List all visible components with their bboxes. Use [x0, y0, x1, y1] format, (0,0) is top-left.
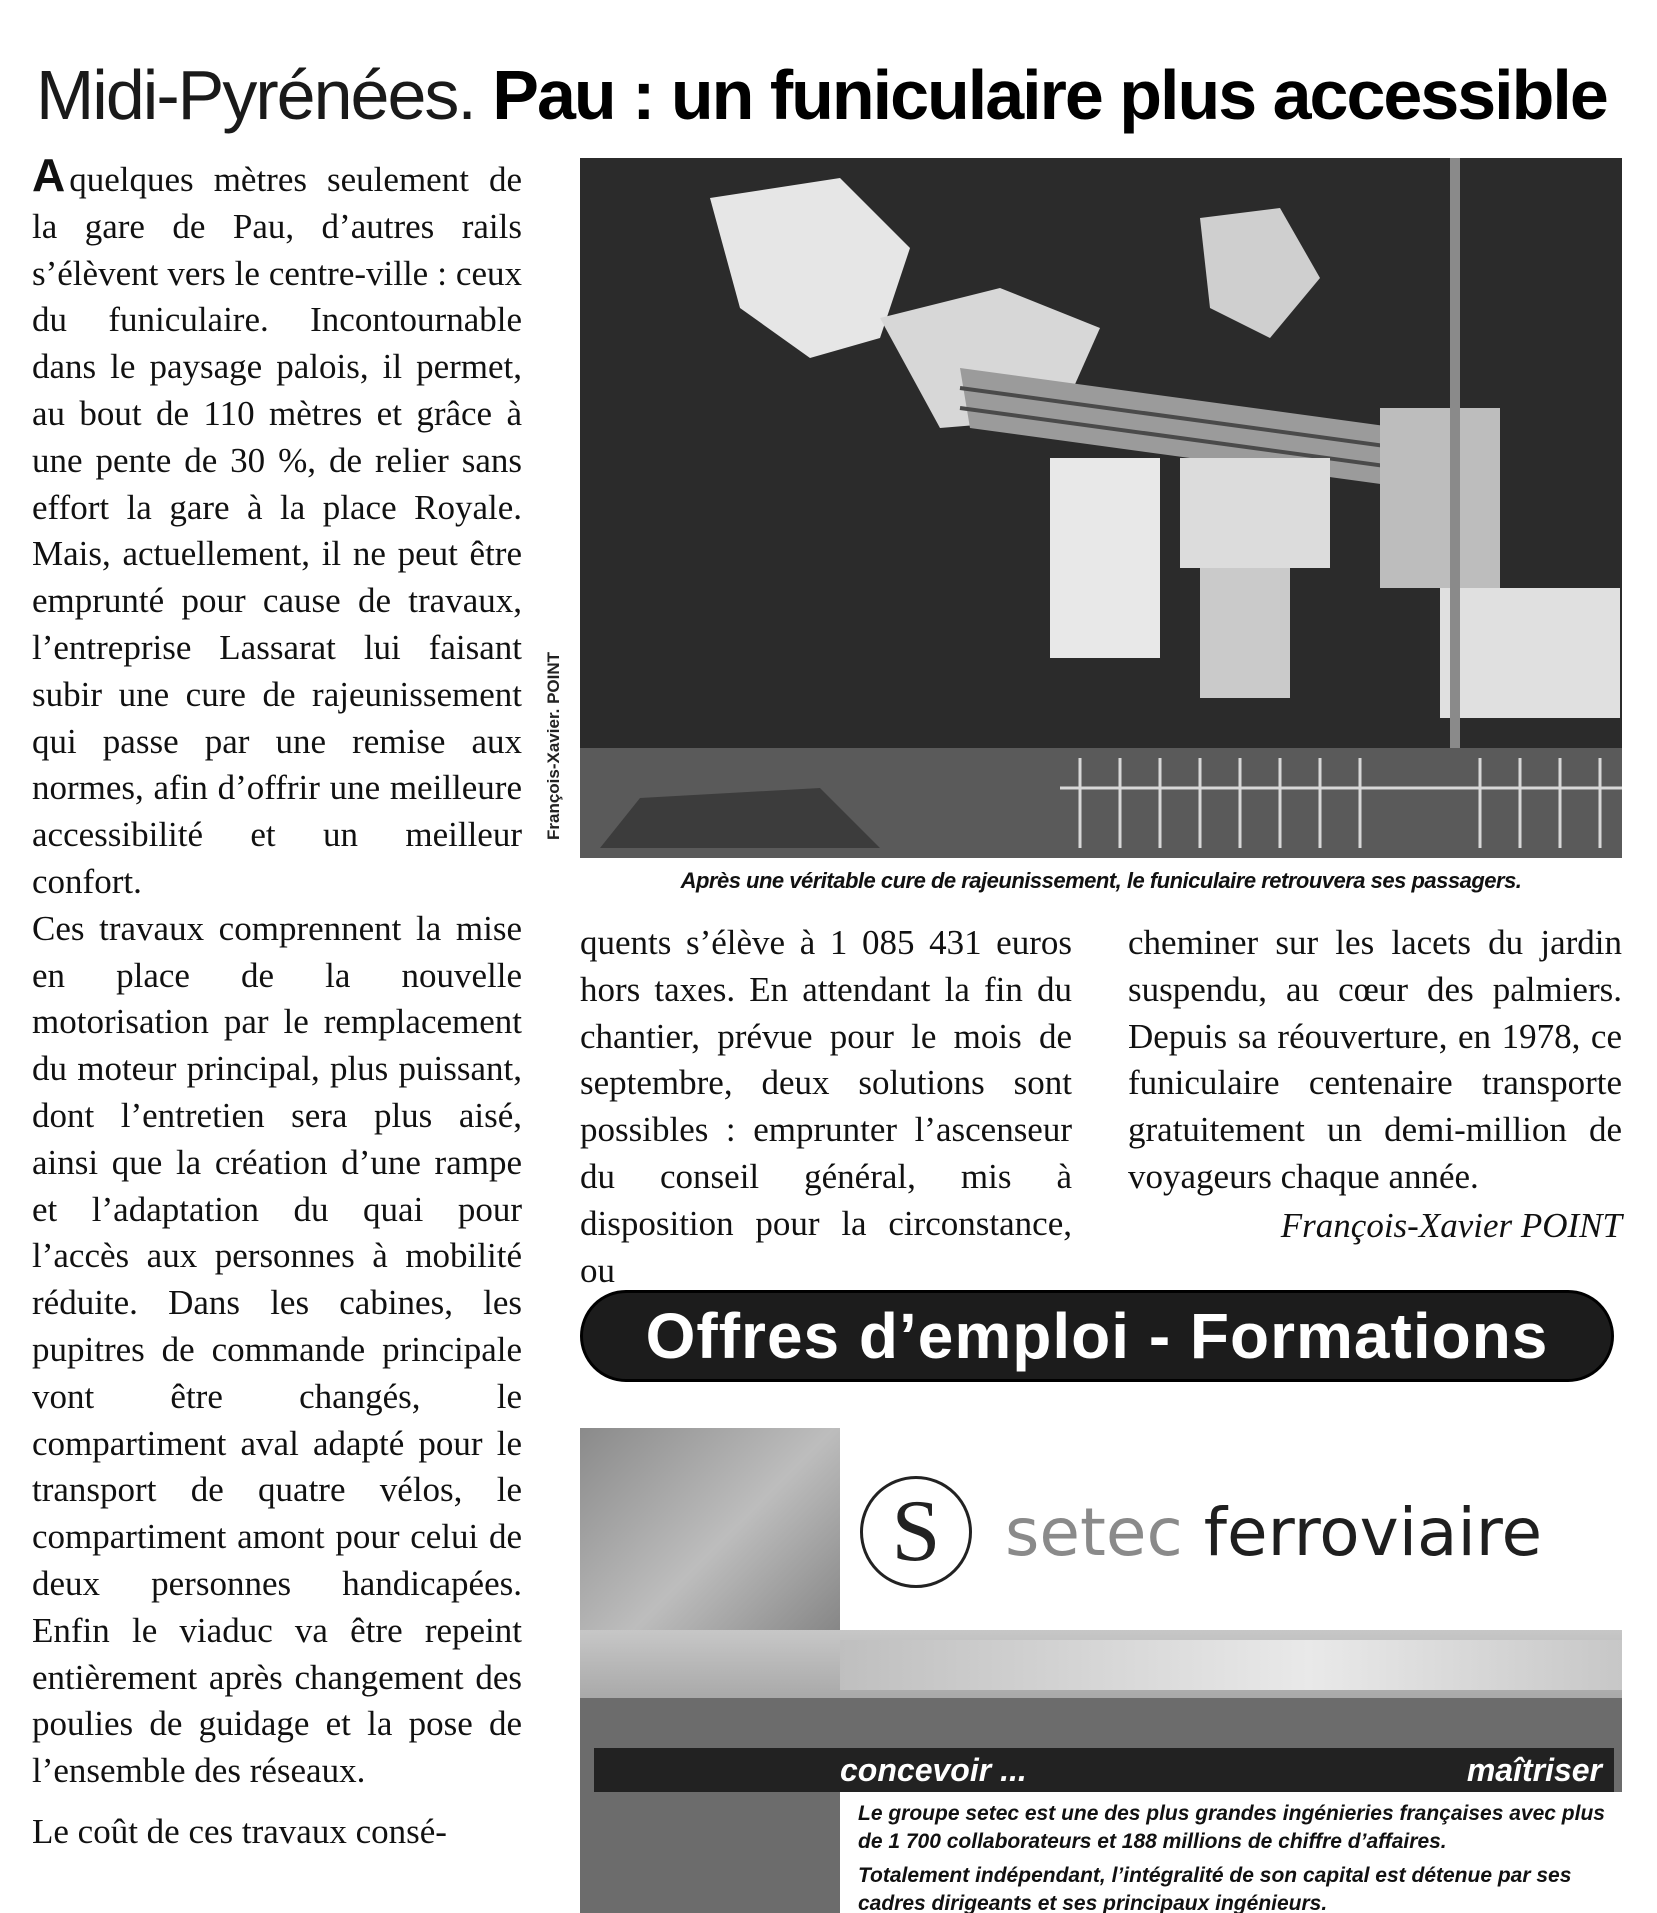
ad-text-paragraph-2: Totalement indépendant, l’intégralité de son capital est détenue par ses cadres dirigeants et ses principaux ingénieurs. [858, 1864, 1572, 1913]
ad-logo-panel [840, 1428, 1622, 1630]
section-banner [580, 1290, 1614, 1382]
article-column-3-text: cheminer sur les lacets du jardin suspendu, au cœur des palmiers. Depuis sa réouverture, en 1978, ce funiculaire centenaire transporte gratuitement un demi-million de voyageurs chaque année. [1128, 923, 1622, 1196]
funicular-photo [580, 158, 1622, 858]
ad-tagline [594, 1748, 1614, 1792]
article-paragraph-2: Ces travaux comprennent la mise en place de la nouvelle motorisation par le remplacement du moteur principal, plus puissant, dont l’entretien sera plus aisé, ainsi que la création d’une rampe et l’adaptation du quai pour l’accès aux personnes à mobilité réduite. Dans les cabines, les pupitres de commande principale vont être changés, le compartiment aval adapté pour le transport de quatre vélos, le compartiment amont pour celui de deux personnes handicapées. Enfin le viaduc va être repeint entièrement après changement des poulies de guidage et la pose de l’ensemble des réseaux. [32, 908, 522, 1791]
setec-logo-icon [860, 1476, 972, 1588]
drop-cap: A [32, 149, 66, 201]
photo-credit: François-Xavier. POINT [544, 651, 563, 840]
ad-text-paragraph-1: Le groupe setec est une des plus grandes ingénieries françaises avec plus de 1 700 collaborateurs et 188 millions de chiffre d’affaires. [858, 1802, 1605, 1853]
article-column-3 [1128, 920, 1622, 1201]
funicular-photo-illustration [580, 158, 1622, 858]
ad-train-band [580, 1630, 1622, 1698]
ad-tagline-right: maîtriser [1466, 1752, 1602, 1788]
headline-title: Pau : un funiculaire plus accessible [492, 56, 1607, 134]
ad-tagline-left: concevoir ... [840, 1752, 1027, 1788]
article-paragraph-1 [32, 149, 522, 906]
ad-brand-part-1: setec [1005, 1494, 1183, 1571]
article-paragraph-1-text: quelques mètres seulement de la gare de Pau, d’autres rails s’élèvent vers le centre-ville : ceux du funiculaire. Incontournable dans le paysage palois, il permet, au bout de 110 mètres et grâce à une pente de 30 %, de relier sans effort la gare à la place Royale. Mais, actuellement, il ne peut être emprunté pour cause de travaux, l’entreprise Lassarat lui faisant subir une cure de rajeunissement qui passe par une remise aux normes, afin d’offrir une meilleure accessibilité et un meilleur confort. [32, 160, 522, 901]
article-paragraph-3: Le coût de ces travaux consé- [32, 1811, 447, 1851]
ad-brand-name [1005, 1488, 1542, 1578]
article-column-2-text: quents s’élève à 1 085 431 euros hors taxes. En attendant la fin du chantier, prévue pour le mois de septembre, deux solutions sont possibles : emprunter l’ascenseur du conseil général, mis à disposition pour la circonstance, ou [580, 923, 1072, 1290]
article-column-2 [580, 920, 1072, 1294]
article-column-1 [32, 149, 522, 1856]
section-banner-label: Offres d’emploi - Formations [645, 1300, 1549, 1372]
ad-body-text [840, 1792, 1622, 1913]
photo-caption: Après une véritable cure de rajeunissement, le funiculaire retrouvera ses passagers. [680, 868, 1522, 893]
setec-logo-glyph: S [891, 1483, 941, 1580]
headline [36, 40, 1626, 150]
setec-advertisement [580, 1428, 1622, 1913]
headline-region: Midi-Pyrénées. [36, 56, 475, 134]
ad-brand-part-2: ferroviaire [1203, 1494, 1543, 1571]
ad-train-image [840, 1640, 1622, 1690]
article-signature: François-Xavier POINT [1280, 1206, 1622, 1245]
